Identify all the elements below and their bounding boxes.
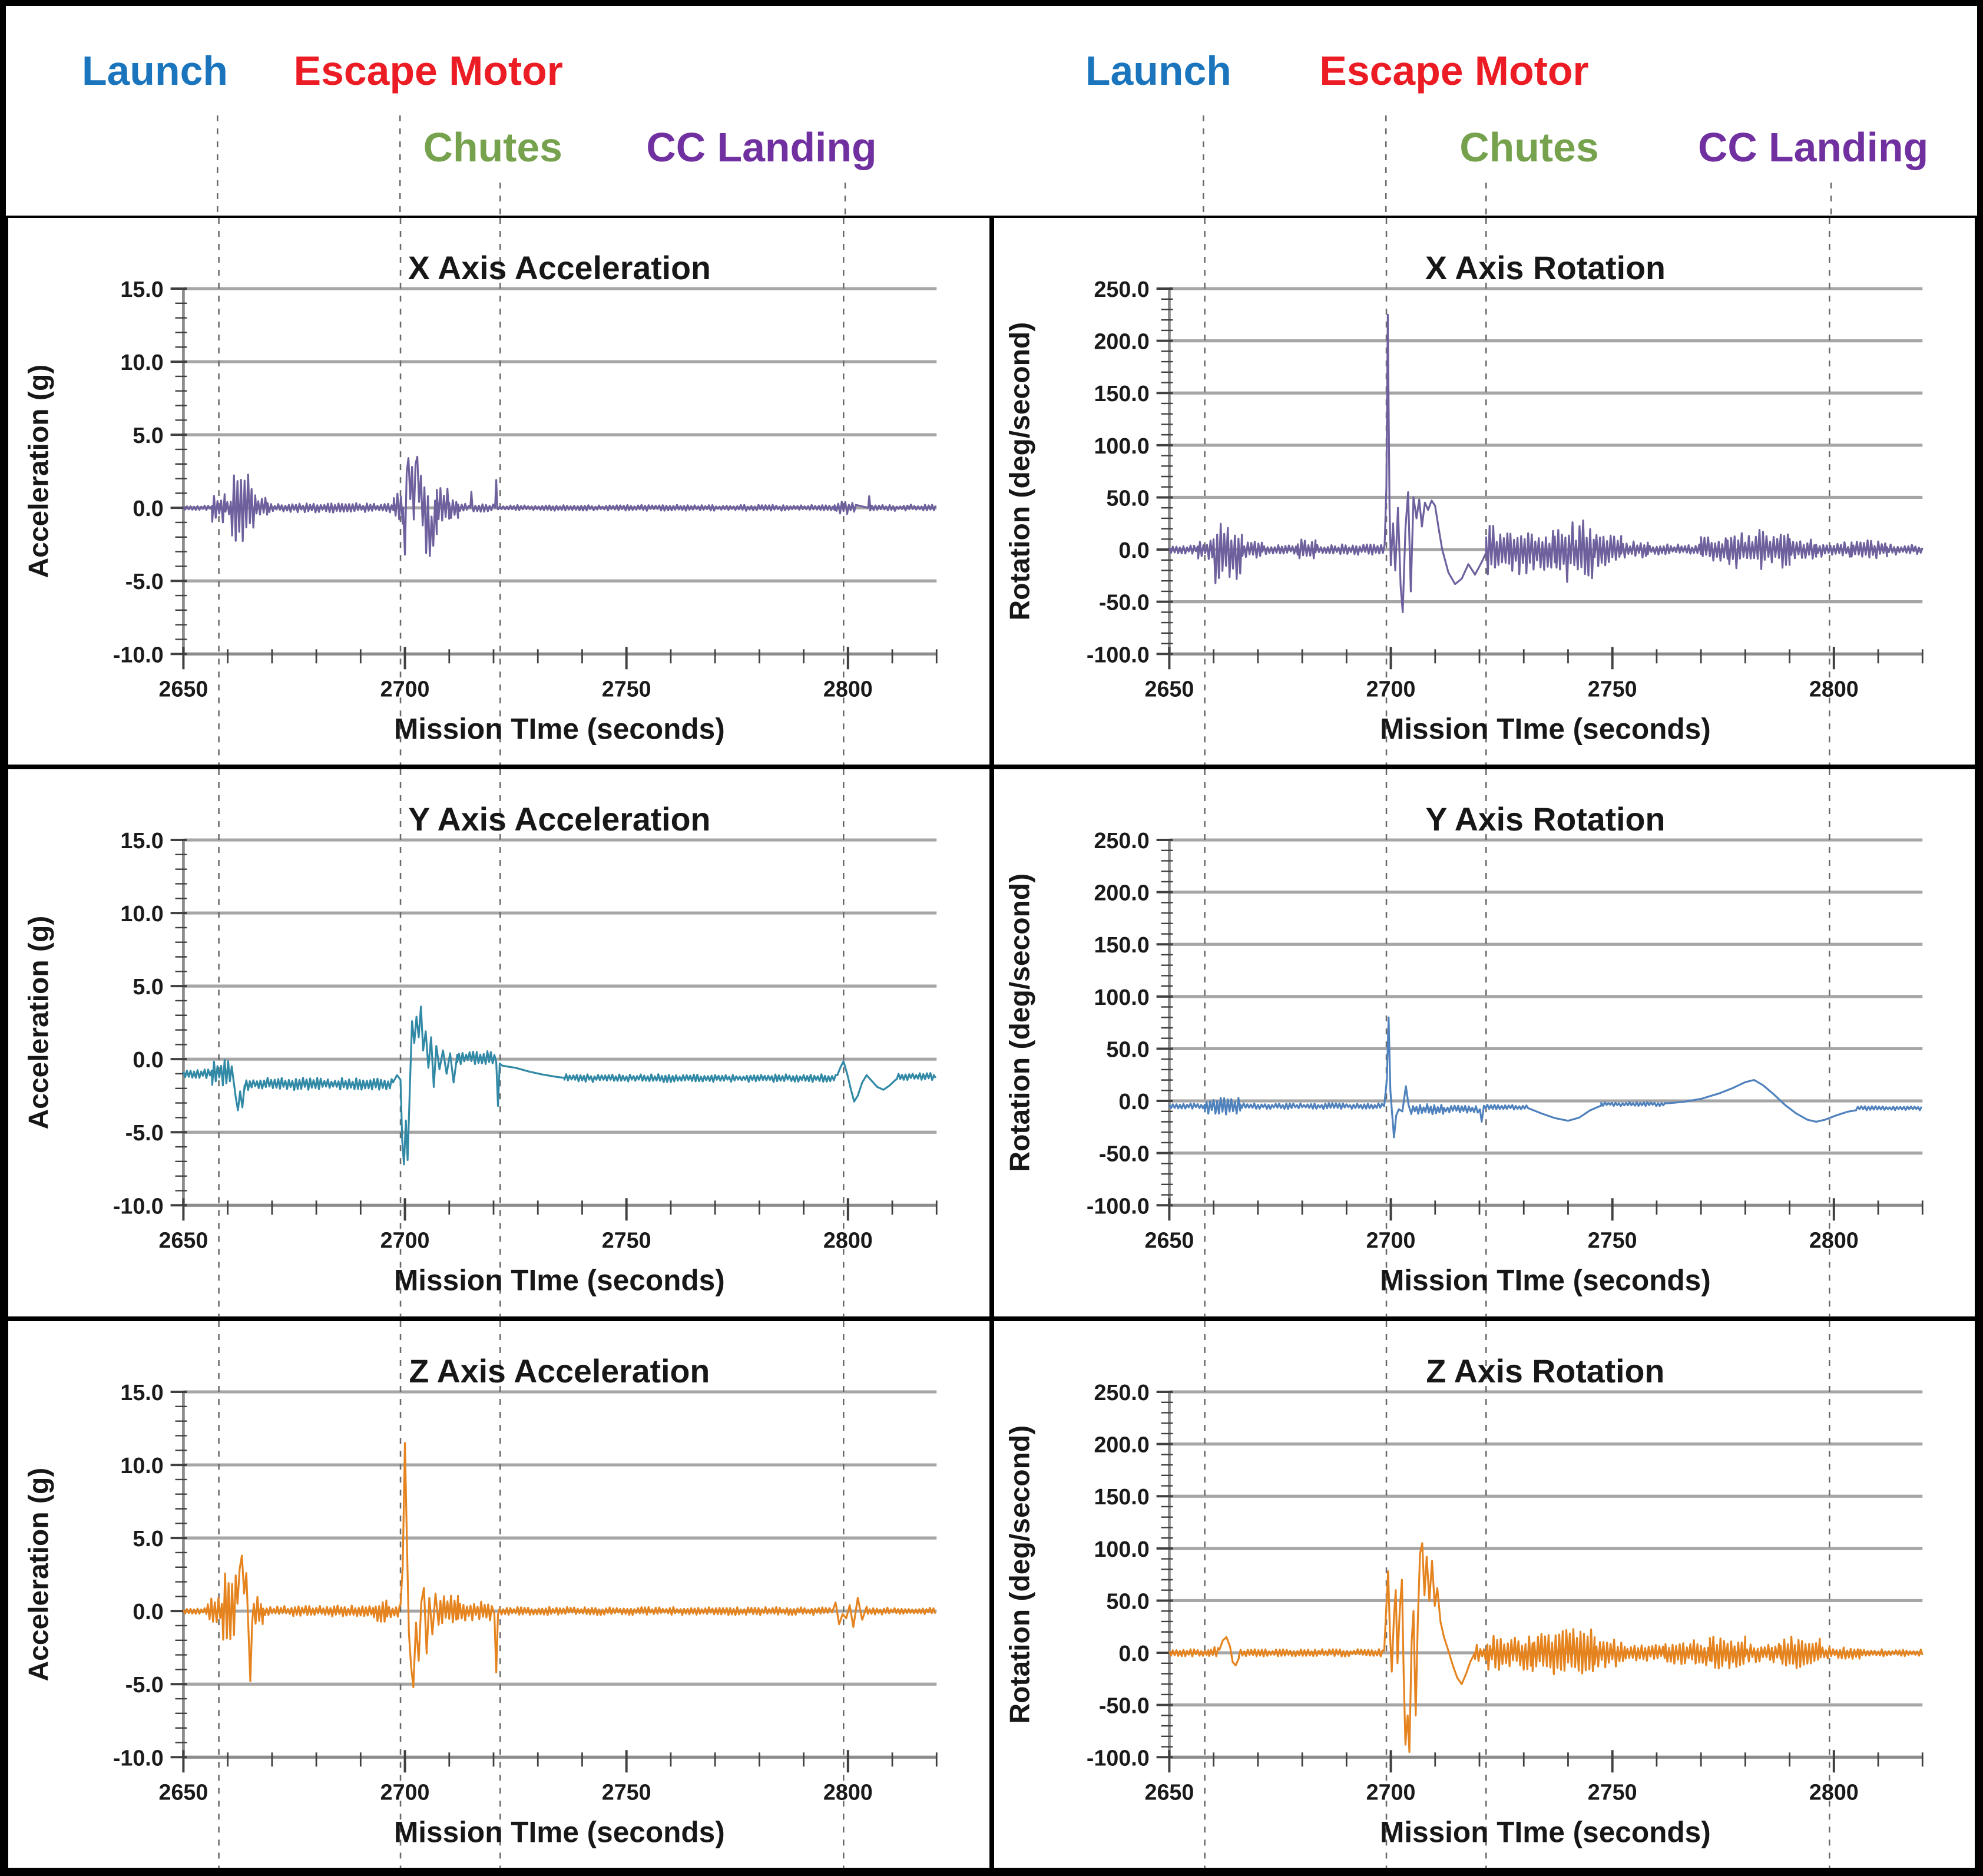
svg-text:150.0: 150.0 xyxy=(1093,933,1150,958)
plot-area xyxy=(113,218,936,765)
panel-y-axis-rotation xyxy=(992,767,1978,1318)
svg-text:2700: 2700 xyxy=(1366,1779,1415,1805)
svg-text:-100.0: -100.0 xyxy=(1086,1745,1150,1771)
y-axis-label: Rotation (deg/second) xyxy=(1004,874,1035,1172)
svg-text:2650: 2650 xyxy=(158,1779,208,1805)
svg-text:250.0: 250.0 xyxy=(1093,277,1150,303)
svg-text:100.0: 100.0 xyxy=(1093,1537,1150,1562)
svg-text:2700: 2700 xyxy=(380,1228,430,1253)
svg-text:250.0: 250.0 xyxy=(1093,1380,1150,1405)
panel-x-axis-rotation xyxy=(992,216,1978,767)
svg-text:2800: 2800 xyxy=(1809,677,1859,702)
svg-text:250.0: 250.0 xyxy=(1093,829,1150,854)
plot-area xyxy=(113,1321,936,1868)
svg-text:2800: 2800 xyxy=(823,677,873,702)
svg-text:2750: 2750 xyxy=(601,677,651,702)
svg-text:-50.0: -50.0 xyxy=(1098,1142,1150,1167)
event-label-chutes: Chutes xyxy=(423,124,562,171)
plot-area xyxy=(1086,1321,1922,1868)
svg-text:2800: 2800 xyxy=(1809,1779,1859,1805)
svg-text:2800: 2800 xyxy=(823,1779,873,1805)
svg-text:5.0: 5.0 xyxy=(133,975,164,1000)
svg-text:-50.0: -50.0 xyxy=(1098,590,1150,616)
chart-z-axis-acceleration xyxy=(8,1321,989,1868)
svg-text:10.0: 10.0 xyxy=(120,1453,164,1478)
svg-text:10.0: 10.0 xyxy=(120,902,164,927)
chart-title: X Axis Rotation xyxy=(1425,249,1666,287)
svg-text:150.0: 150.0 xyxy=(1093,382,1150,407)
chart-y-axis-acceleration xyxy=(8,769,989,1316)
panel-z-axis-rotation xyxy=(992,1319,1978,1870)
svg-text:2750: 2750 xyxy=(1587,1228,1637,1253)
svg-text:200.0: 200.0 xyxy=(1093,881,1150,906)
svg-text:2700: 2700 xyxy=(1366,677,1415,702)
event-label-launch: Launch xyxy=(82,47,228,94)
event-legend-right xyxy=(992,6,1978,216)
svg-text:-100.0: -100.0 xyxy=(1086,643,1150,668)
panel-z-axis-acceleration xyxy=(6,1319,992,1870)
event-label-escape-motor: Escape Motor xyxy=(1319,47,1589,94)
chart-grid xyxy=(6,216,1977,1870)
svg-text:-10.0: -10.0 xyxy=(112,1745,164,1771)
chart-title: Z Axis Acceleration xyxy=(409,1352,710,1389)
svg-text:-50.0: -50.0 xyxy=(1098,1693,1150,1719)
svg-text:2750: 2750 xyxy=(1587,677,1637,702)
svg-text:100.0: 100.0 xyxy=(1093,985,1150,1011)
chart-x-axis-acceleration xyxy=(8,218,989,765)
svg-text:2650: 2650 xyxy=(1144,677,1194,702)
x-axis-label: Mission TIme (seconds) xyxy=(1379,1263,1711,1297)
event-label-chutes: Chutes xyxy=(1459,124,1599,171)
svg-text:2700: 2700 xyxy=(380,677,430,702)
chart-title: Y Axis Acceleration xyxy=(408,801,711,838)
y-axis-label: Rotation (deg/second) xyxy=(1004,1425,1035,1724)
svg-text:50.0: 50.0 xyxy=(1105,1589,1150,1614)
event-label-cc-landing: CC Landing xyxy=(646,124,877,171)
event-label-escape-motor: Escape Motor xyxy=(293,47,563,94)
panel-x-axis-acceleration xyxy=(6,216,992,767)
svg-text:2750: 2750 xyxy=(601,1779,651,1805)
svg-text:0.0: 0.0 xyxy=(133,497,164,522)
x-axis-label: Mission TIme (seconds) xyxy=(1379,712,1711,746)
svg-text:2650: 2650 xyxy=(158,677,208,702)
svg-text:2700: 2700 xyxy=(380,1779,430,1805)
svg-text:2800: 2800 xyxy=(1809,1228,1859,1253)
svg-text:5.0: 5.0 xyxy=(133,1526,164,1551)
x-axis-label: Mission TIme (seconds) xyxy=(1379,1815,1711,1849)
chart-x-axis-rotation xyxy=(994,218,1975,765)
svg-text:15.0: 15.0 xyxy=(120,1380,164,1405)
svg-text:200.0: 200.0 xyxy=(1093,1432,1150,1458)
svg-text:2750: 2750 xyxy=(601,1228,651,1253)
x-axis-label: Mission TIme (seconds) xyxy=(393,712,725,746)
svg-text:10.0: 10.0 xyxy=(120,350,164,376)
svg-text:0.0: 0.0 xyxy=(133,1048,164,1073)
svg-text:-5.0: -5.0 xyxy=(125,570,164,595)
event-legend-left xyxy=(6,6,992,216)
svg-text:-5.0: -5.0 xyxy=(125,1121,164,1146)
plot-area xyxy=(113,769,936,1316)
svg-text:15.0: 15.0 xyxy=(120,277,164,303)
y-axis-label: Acceleration (g) xyxy=(23,364,55,578)
svg-text:0.0: 0.0 xyxy=(1118,1090,1150,1115)
plot-area xyxy=(1086,769,1922,1316)
svg-text:2700: 2700 xyxy=(1366,1228,1415,1253)
svg-text:2750: 2750 xyxy=(1587,1779,1637,1805)
svg-text:0.0: 0.0 xyxy=(1118,538,1150,564)
x-axis-label: Mission TIme (seconds) xyxy=(393,1815,725,1849)
svg-text:15.0: 15.0 xyxy=(120,829,164,854)
svg-text:2650: 2650 xyxy=(1144,1228,1194,1253)
panel-y-axis-acceleration xyxy=(6,767,992,1318)
chart-title: Y Axis Rotation xyxy=(1425,801,1665,838)
event-legend-header xyxy=(6,6,1977,216)
chart-title: X Axis Acceleration xyxy=(408,249,711,287)
svg-text:0.0: 0.0 xyxy=(133,1599,164,1624)
y-axis-label: Acceleration (g) xyxy=(23,916,55,1130)
svg-text:2650: 2650 xyxy=(158,1228,208,1253)
svg-text:2650: 2650 xyxy=(1144,1779,1194,1805)
x-axis-label: Mission TIme (seconds) xyxy=(393,1263,725,1297)
y-axis-label: Rotation (deg/second) xyxy=(1004,322,1035,621)
svg-text:0.0: 0.0 xyxy=(1118,1641,1150,1666)
svg-text:-5.0: -5.0 xyxy=(125,1672,164,1698)
svg-text:-100.0: -100.0 xyxy=(1086,1194,1150,1219)
chart-z-axis-rotation xyxy=(994,1321,1975,1868)
svg-text:2800: 2800 xyxy=(823,1228,873,1253)
event-label-launch: Launch xyxy=(1085,47,1231,94)
plot-area xyxy=(1086,218,1922,765)
y-axis-label: Acceleration (g) xyxy=(23,1467,55,1682)
svg-text:-10.0: -10.0 xyxy=(112,643,164,668)
svg-text:50.0: 50.0 xyxy=(1105,1037,1150,1063)
svg-text:5.0: 5.0 xyxy=(133,423,164,449)
chart-title: Z Axis Rotation xyxy=(1425,1352,1664,1389)
svg-text:100.0: 100.0 xyxy=(1093,434,1150,459)
svg-text:50.0: 50.0 xyxy=(1105,486,1150,511)
svg-text:200.0: 200.0 xyxy=(1093,329,1150,355)
svg-text:150.0: 150.0 xyxy=(1093,1484,1150,1510)
event-label-cc-landing: CC Landing xyxy=(1697,124,1928,171)
chart-y-axis-rotation xyxy=(994,769,1975,1316)
svg-text:-10.0: -10.0 xyxy=(112,1194,164,1219)
